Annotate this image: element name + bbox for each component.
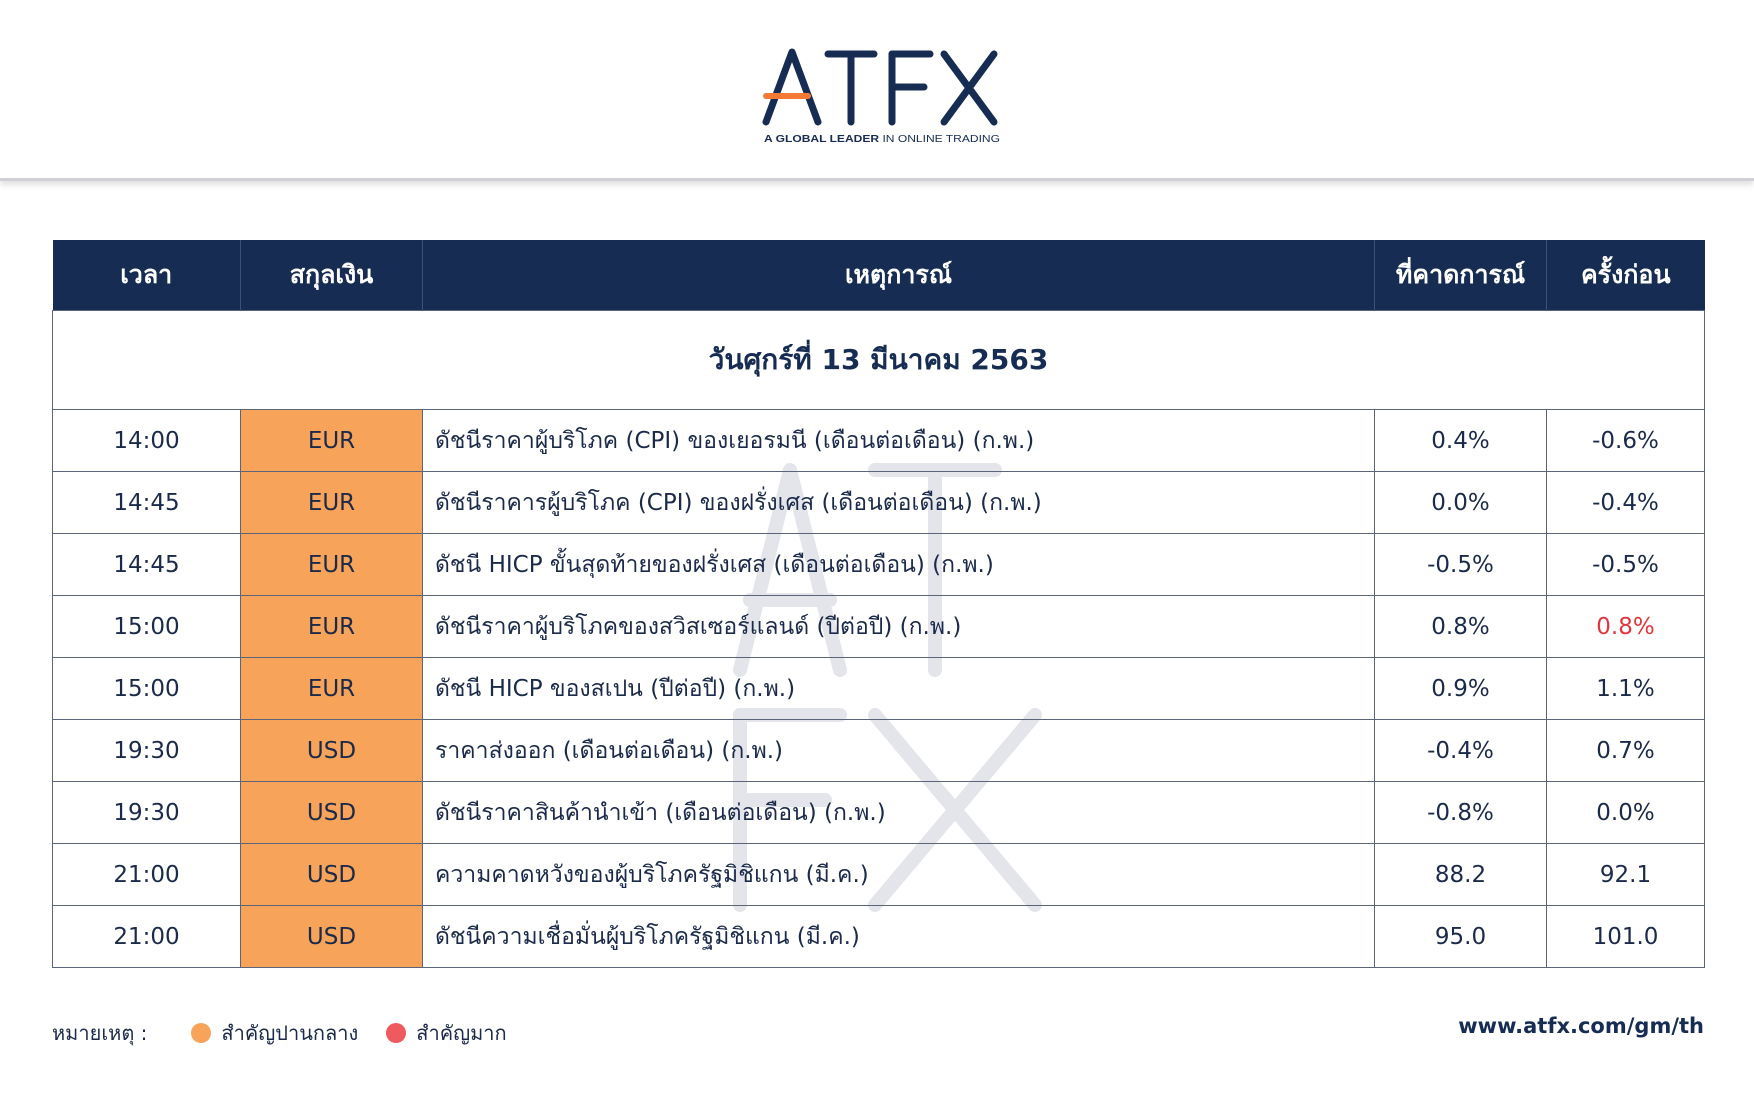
previous-cell: 0.7% [1547,720,1705,782]
event-cell: ดัชนี HICP ขั้นสุดท้ายของฝรั่งเศส (เดือนต่อเดือน) (ก.พ.) [423,534,1375,596]
previous-cell: 101.0 [1547,906,1705,968]
previous-cell-highlight: 0.8% [1547,596,1705,658]
table-row [53,472,1705,534]
legend-label-high: สำคัญมาก [416,1021,507,1045]
logo-tagline-rest: IN ONLINE TRADING [879,133,985,145]
previous-cell: 1.1% [1547,658,1705,720]
forecast-cell: 0.4% [1375,410,1547,472]
forecast-cell: -0.8% [1375,782,1547,844]
header-currency: สกุลเงิน [241,240,423,311]
time-cell: 19:30 [53,720,241,782]
table-row [53,844,1705,906]
time-cell: 21:00 [53,844,241,906]
forecast-cell: -0.4% [1375,720,1547,782]
currency-cell: EUR [241,534,423,596]
legend-item-medium [191,1017,358,1049]
event-cell: ความคาดหวังของผู้บริโภครัฐมิชิแกน (มี.ค.) [423,844,1375,906]
red-dot-icon [386,1023,406,1043]
event-cell: ดัชนีราคาสินค้านำเข้า (เดือนต่อเดือน) (ก.พ.) [423,782,1375,844]
table-row [53,410,1705,472]
svg-text:A GLOBAL LEADER IN ONLINE TRAD [764,133,1000,145]
table-row [53,534,1705,596]
previous-cell: 0.0% [1547,782,1705,844]
table-row [53,596,1705,658]
event-cell: ดัชนีราคาผู้บริโภค (CPI) ของเยอรมนี (เดือนต่อเดือน) (ก.พ.) [423,410,1375,472]
event-cell: ดัชนีราคารผู้บริโภค (CPI) ของฝรั่งเศส (เดือนต่อเดือน) (ก.พ.) [423,472,1375,534]
header-previous: ครั้งก่อน [1547,240,1705,311]
forecast-cell: -0.5% [1375,534,1547,596]
currency-cell: USD [241,906,423,968]
date-label: วันศุกร์ที่ 13 มีนาคม 2563 [53,311,1705,410]
time-cell: 15:00 [53,658,241,720]
forecast-cell: 95.0 [1375,906,1547,968]
logo-tagline-bold: A GLOBAL LEADER [764,133,865,145]
currency-cell: USD [241,782,423,844]
legend-label-medium: สำคัญปานกลาง [221,1021,359,1045]
previous-cell: -0.6% [1547,410,1705,472]
currency-cell: EUR [241,410,423,472]
currency-cell: USD [241,844,423,906]
previous-cell: -0.5% [1547,534,1705,596]
event-cell: ดัชนี HICP ของสเปน (ปีต่อปี) (ก.พ.) [423,658,1375,720]
time-cell: 19:30 [53,782,241,844]
table-row [53,658,1705,720]
table-row [53,782,1705,844]
atfx-logo [762,44,1002,148]
forecast-cell: 0.9% [1375,658,1547,720]
legend-item-high [386,1017,506,1049]
time-cell: 14:45 [53,472,241,534]
legend [52,1016,535,1050]
date-row [53,311,1705,410]
forecast-cell: 0.8% [1375,596,1547,658]
legend-title: หมายเหตุ : [52,1021,148,1045]
previous-cell: -0.4% [1547,472,1705,534]
forecast-cell: 0.0% [1375,472,1547,534]
economic-calendar-table [52,240,1705,968]
header-forecast: ที่คาดการณ์ [1375,240,1547,311]
table-row [53,720,1705,782]
event-cell: ราคาส่งออก (เดือนต่อเดือน) (ก.พ.) [423,720,1375,782]
table-header-row [53,240,1705,311]
forecast-cell: 88.2 [1375,844,1547,906]
time-cell: 14:45 [53,534,241,596]
header-event: เหตุการณ์ [423,240,1375,311]
previous-cell: 92.1 [1547,844,1705,906]
event-cell: ดัชนีราคาผู้บริโภคของสวิสเซอร์แลนด์ (ปีต่อปี) (ก.พ.) [423,596,1375,658]
currency-cell: EUR [241,596,423,658]
header [0,0,1754,181]
currency-cell: EUR [241,658,423,720]
event-cell: ดัชนีความเชื่อมั่นผู้บริโภครัฐมิชิแกน (มี.ค.) [423,906,1375,968]
currency-cell: USD [241,720,423,782]
currency-cell: EUR [241,472,423,534]
orange-dot-icon [191,1023,211,1043]
website-url: www.atfx.com/gm/th [1458,1014,1704,1038]
time-cell: 15:00 [53,596,241,658]
time-cell: 14:00 [53,410,241,472]
time-cell: 21:00 [53,906,241,968]
table-row [53,906,1705,968]
header-time: เวลา [53,240,241,311]
